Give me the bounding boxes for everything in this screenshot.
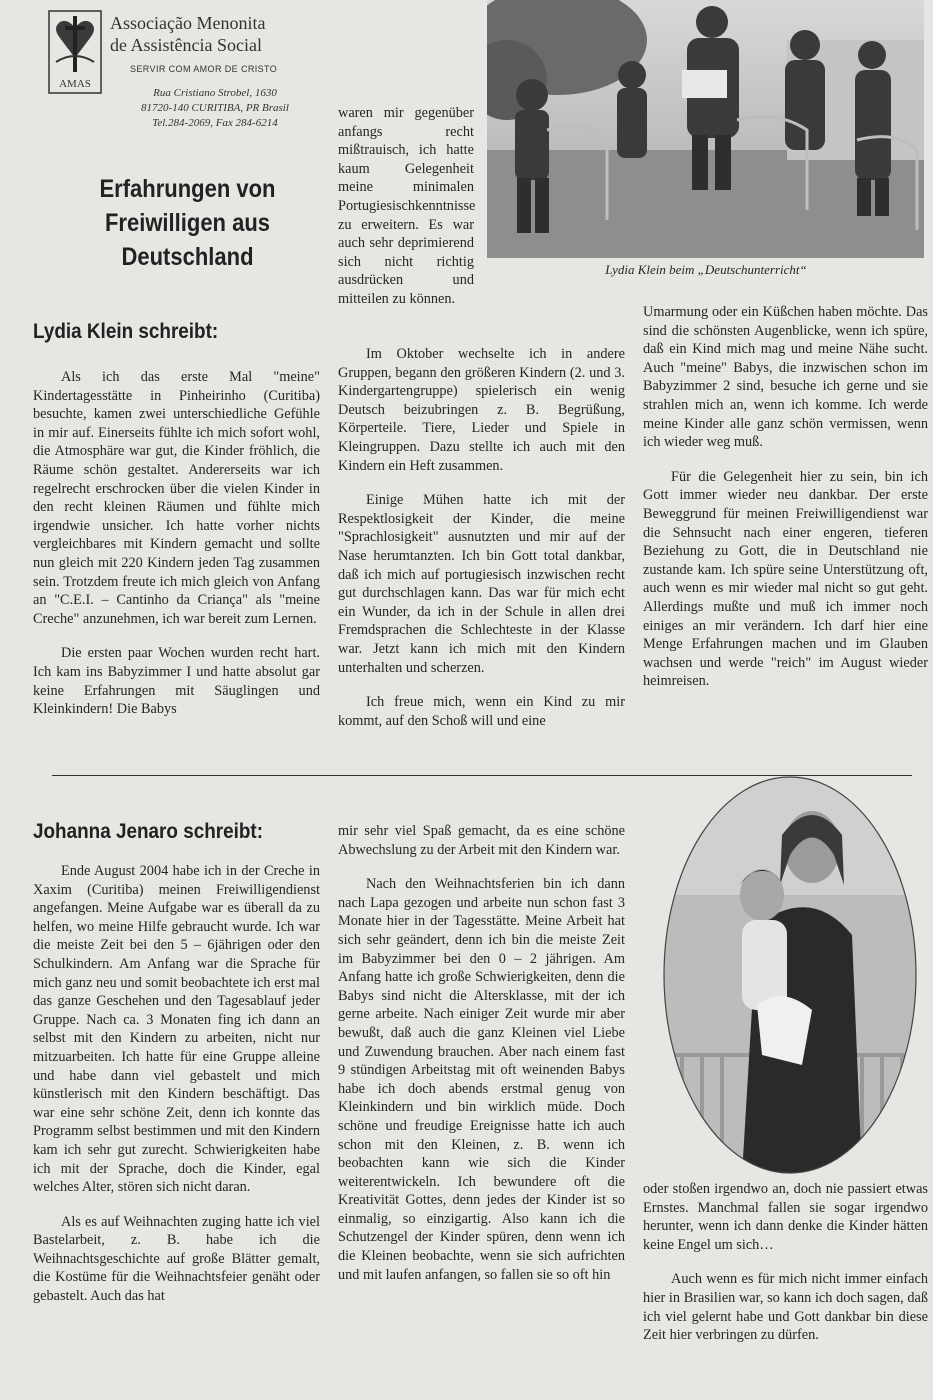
paragraph: Nach den Weihnachtsferien bin ich dann nach Lapa gezogen und arbeite nun schon fast 3 Monate hier in der Tagesstätte. Meine Arbeit hat sich sehr geändert, denn ich bin die meiste Zeit im Babyzimmer bei den 0 – 2 jährigen. Am Anfang hatte ich große Schwierigkeiten, denn die Babys sind nicht die Altersklasse, mit der ich gerne arbeite. Nach einiger Zeit wurde mir aber bewußt, daß auch die ganz Kleinen viel Liebe und Zuwendung brauchen. Aber nach einem fast 9 stündigen Arbeitstag mit oft weinenden Babys habe ich doch abends erstmal genug von Kleinkindern und bin wirklich müde. Doch schöne und freudige Ereignisse hatte ich auch schon mit den Kleinen, z. B. wenn ich beobachten kann wie sich die Kinder weiterentwickeln. Ich bewundere oft die Kreativität Gottes, denn jedes der Kinder ist so einmalig, so einzigartig. Also kann ich die Schutzengel der Kinder spüren, denn wenn ich die Kleinen beobachte, wenn sie sich aufrichten und mit laufen anfangen, so fallen sie so oft hin: [338, 876, 625, 1283]
paragraph: Die ersten paar Wochen wurden recht hart. Ich kam ins Babyzimmer I und hatte absolut gar keine Erfahrungen mit Säuglingen und Kleinkindern! Die Babys: [33, 645, 320, 718]
address-street: Rua Cristiano Strobel, 1630: [153, 87, 277, 99]
lydia-column-3: [643, 303, 928, 691]
photo-german-lesson: [487, 0, 924, 258]
johanna-column-1: [33, 862, 320, 1306]
johanna-column-2: [338, 822, 625, 1284]
paragraph: oder stoßen irgendwo an, doch nie passiert etwas Ernstes. Manchmal fallen sie sogar irgendwo herunter, wenn ich dann denke die Kinder hätten keine Engel um sich…: [643, 1181, 928, 1253]
article-headline: [75, 172, 299, 274]
paragraph: waren mir gegenüber anfangs recht mißtrauisch, ich hatte kaum Gelegenheit meine minimalen Portugiesischkenntnisse zu erweitern. Es war auch sehr deprimierend sich nicht richtig ausdrücken und mitteilen zu können.: [338, 105, 476, 307]
photo-caption: Lydia Klein beim „Deutschunterricht“: [605, 262, 807, 277]
paragraph: Im Oktober wechselte ich in andere Gruppen, begann den größeren Kindern (2. und 3. Kindergartengruppe) spielerisch ein wenig Deutsch beizubringen z. B. Begrüßung, Körperteile. Tiere, Lieder und Spiele in Kleingruppen. Dazu stellte ich auch mit den Kindern ein Heft zusammen.: [338, 346, 625, 474]
org-motto: SERVIR COM AMOR DE CRISTO: [130, 64, 278, 74]
svg-text:AMAS: AMAS: [59, 78, 91, 90]
lydia-column-2: [338, 345, 625, 730]
headline-line1: Erfahrungen von: [99, 175, 276, 203]
headline-line2: Freiwilligen aus: [104, 209, 271, 237]
johanna-column-3: [643, 1180, 928, 1345]
paragraph: Ich freue mich, wenn ein Kind zu mir kommt, auf den Schoß will und eine: [338, 694, 625, 729]
lydia-column-1: [33, 368, 320, 719]
lydia-heading: Lydia Klein schreibt:: [33, 320, 219, 343]
lydia-column-2-top: [338, 104, 474, 309]
org-name: [110, 12, 350, 56]
paragraph: Einige Mühen hatte ich mit der Respektlosigkeit der Kinder, die meine "Sprachlosigkeit" ausnutzten und mir auf der Nase herumtanzten. Ich bin Gott total dankbar, daß ich mich auf portugiesisch inzwischen recht gut durchschlagen kann. Das war für mich echt ein Wunder, da ich in der Schule in allen drei Fremdsprachen die Schlechteste in der Klasse war. Jetzt kann ich mich mit den Kindern unterhalten und scherzen.: [338, 492, 625, 676]
paragraph: mir sehr viel Spaß gemacht, da es eine schöne Abwechslung zu der Arbeit mit den Kindern war.: [338, 823, 625, 858]
johanna-heading: Johanna Jenaro schreibt:: [33, 820, 264, 843]
paragraph: Als es auf Weihnachten zuging hatte ich viel Bastelarbeit, z. B. habe ich die Weihnachtsgeschichte auf große Blätter gemalt, die Kostüme für die Weihnachtsfeier genäht oder gebastelt. Auch das hat: [33, 1213, 320, 1305]
paragraph: Für die Gelegenheit hier zu sein, bin ich Gott immer wieder neu dankbar. Der erste Beweggrund für meinen Freiwilligendienst war die Sehnsucht nach einer engeren, tieferen Beziehung zu Gott, die in Deutschland nie zustande kam. Ich spüre seine Unterstützung oft, auch wenn es mir wieder mal nicht so gut geht. Allerdings mußte und muß ich immer noch einiges an mir verändern. Ich darf hier eine Menge Erfahrungen machen und im Glauben wachsen und werde "reich" im August wieder heimreisen.: [643, 468, 928, 690]
paragraph: Auch wenn es für mich nicht immer einfach hier in Brasilien war, so kann ich doch sagen, daß ich viel gelernt habe und Gott dankbar bin diese Zeit hier verbringen zu dürfen.: [643, 1271, 928, 1344]
amas-logo: [48, 10, 102, 94]
paragraph: Als ich das erste Mal "meine" Kindertagesstätte in Pinheirinho (Curitiba) besuchte, kamen zwei unterschiedliche Gefühle in mir auf. Einerseits fühlte ich mich sofort wohl, die Atmosphäre war gut, die Kinder fröhlich, die Räume schön gestaltet. Andererseits war ich regelrecht erschrocken über die vielen Kinder in den recht kleinen Räumen und fühlte mich irgendwie unsicher. Ich hatte vorher nichts vergleichbares mit Kindern gemacht und sollte nun gleich mit 220 Kindern jeden Tag zusammen sein. Trotzdem freute ich mich gleich von Anfang an "C.E.I. – Cantinho da Criança" als "meine Creche" anzunehmen, ich war bereit zum Lernen.: [33, 369, 320, 627]
org-name-line2: de Assistência Social: [110, 35, 262, 55]
address-phone: Tel.284-2069, Fax 284-6214: [152, 117, 278, 129]
paragraph: Ende August 2004 habe ich in der Creche in Xaxim (Curitiba) meinen Freiwilligendienst angefangen. Meine Aufgabe war es überall da zu helfen, wo meine Hilfe gebraucht wurde. Ich war die meiste Zeit bei den 5 – 6jährigen oder den Schulkindern. Am Anfang war die Sprache für mich ganz neu und somit beobachtete ich erst mal das ganze Geschehen und den Tagesablauf jeder Gruppe. Nach ca. 3 Monaten fing ich dann an selbst mit den Kindern zu arbeiten, nicht nur mitzuarbeiten. Ich hatte für eine Gruppe alleine und habe dann viel gebastelt und mich künstlerisch mit den Kindern beschäftigt. Das war eine sehr schöne Zeit, denn ich konnte das Programm selbst bestimmen und mit den Kindern kam ich sehr gut zurecht. Schwierigkeiten habe ich mit der Sprache, doch die Kinder, egal welches Alter, stören sich nicht daran.: [33, 863, 320, 1196]
org-address: [110, 86, 320, 131]
headline-line3: Deutschland: [121, 243, 254, 271]
address-city: 81720-140 CURITIBA, PR Brasil: [141, 102, 289, 114]
paragraph: Umarmung oder ein Küßchen haben möchte. Das sind die schönsten Augenblicke, wenn ich spüre, daß ein Kind mich mag und meine Nähe sucht. Auch "meine" Babys, die inzwischen schon im Babyzimmer 2 sind, besuche ich gerne und sie strahlen mich an, wenn ich komme. Ich werde meine Kinder alle ganz schön vermissen, wenn ich wieder weg muß.: [643, 304, 928, 451]
org-name-line1: Associação Menonita: [110, 13, 266, 33]
photo-johanna-with-baby: [662, 775, 918, 1175]
